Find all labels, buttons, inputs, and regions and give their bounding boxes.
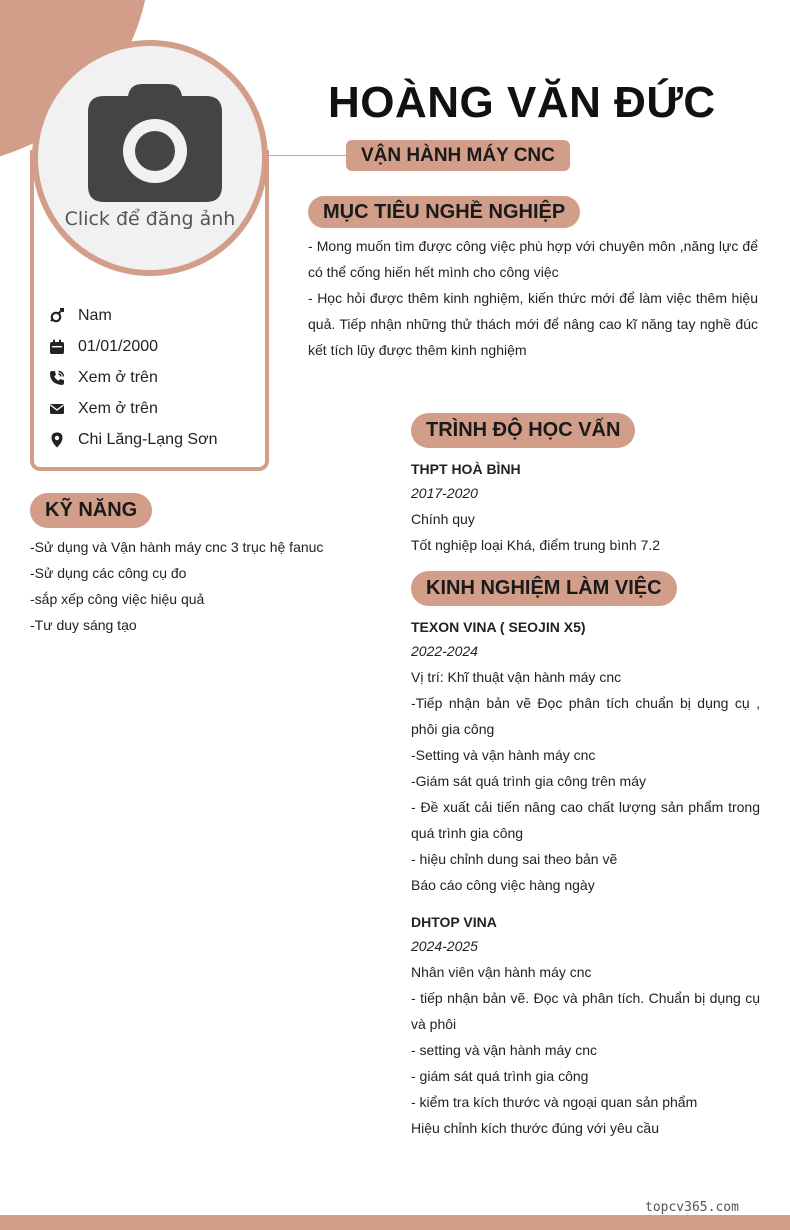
job-detail-line[interactable]: Hiệu chỉnh kích thước đúng với yêu cầu bbox=[411, 1120, 659, 1136]
job-entry bbox=[411, 617, 760, 898]
job-detail-line[interactable]: - setting và vận hành máy cnc bbox=[411, 1042, 597, 1058]
birthdate-value[interactable]: 01/01/2000 bbox=[78, 337, 159, 355]
job-title-badge[interactable]: VẬN HÀNH MÁY CNC bbox=[346, 140, 570, 171]
personal-info-list bbox=[48, 300, 217, 455]
education-section bbox=[411, 459, 760, 558]
skill-item[interactable]: -Sử dụng các công cụ đo bbox=[30, 565, 187, 581]
camera-icon bbox=[88, 84, 222, 202]
company-name[interactable]: DHTOP VINA bbox=[411, 914, 497, 930]
site-watermark: topcv365.com bbox=[645, 1200, 739, 1215]
title-connector-line bbox=[266, 155, 348, 156]
skills-list bbox=[30, 534, 323, 638]
gender-row bbox=[48, 300, 217, 331]
photo-upload-caption: Click để đăng ảnh bbox=[64, 208, 236, 230]
job-detail-line[interactable]: -Tiếp nhận bản vẽ Đọc phân tích chuẩn bị dụng cụ , phôi gia công bbox=[411, 695, 760, 737]
skill-item[interactable]: -Tư duy sáng tạo bbox=[30, 617, 137, 633]
job-period[interactable]: 2024-2025 bbox=[411, 938, 478, 954]
address-value[interactable]: Chi Lăng-Lạng Sơn bbox=[78, 430, 218, 448]
skills-heading[interactable]: KỸ NĂNG bbox=[30, 493, 152, 528]
job-detail-line[interactable]: - kiểm tra kích thước và ngoại quan sản phẩm bbox=[411, 1094, 698, 1110]
job-detail-line[interactable]: -Giám sát quá trình gia công trên máy bbox=[411, 773, 646, 789]
footer-bar bbox=[0, 1215, 790, 1230]
location-pin-icon bbox=[48, 431, 66, 449]
gender-icon bbox=[48, 307, 66, 325]
education-heading[interactable]: TRÌNH ĐỘ HỌC VẤN bbox=[411, 413, 635, 448]
email-value[interactable]: Xem ở trên bbox=[78, 399, 158, 417]
company-name[interactable]: TEXON VINA ( SEOJIN X5) bbox=[411, 619, 586, 635]
mail-icon bbox=[48, 400, 66, 418]
job-period[interactable]: 2022-2024 bbox=[411, 643, 478, 659]
job-detail-line[interactable]: - giám sát quá trình gia công bbox=[411, 1068, 589, 1084]
profile-photo-upload[interactable] bbox=[38, 46, 262, 270]
job-detail-line[interactable]: - tiếp nhận bản vẽ. Đọc và phân tích. Chuẩn bị dụng cụ và phôi bbox=[411, 990, 760, 1032]
phone-value[interactable]: Xem ở trên bbox=[78, 368, 158, 386]
calendar-icon bbox=[48, 338, 66, 356]
candidate-name[interactable]: HOÀNG VĂN ĐỨC bbox=[328, 78, 716, 127]
job-detail-line[interactable]: -Setting và vận hành máy cnc bbox=[411, 747, 596, 763]
phone-row bbox=[48, 362, 217, 393]
email-row bbox=[48, 393, 217, 424]
education-period[interactable]: 2017-2020 bbox=[411, 485, 478, 501]
profile-photo-frame bbox=[32, 40, 268, 276]
phone-icon bbox=[48, 369, 66, 387]
skill-item[interactable]: -Sử dụng và Vận hành máy cnc 3 trục hệ fanuc bbox=[30, 539, 324, 555]
objective-section bbox=[308, 233, 758, 363]
job-detail-line[interactable]: - Đề xuất cải tiến nâng cao chất lượng sản phẩm trong quá trình gia công bbox=[411, 799, 760, 841]
gender-value[interactable]: Nam bbox=[78, 306, 112, 324]
job-detail-line[interactable]: Vị trí: Khĩ thuật vận hành máy cnc bbox=[411, 669, 622, 685]
objective-line[interactable]: - Học hỏi được thêm kinh nghiệm, kiến thức mới để làm việc thêm hiệu quả. Tiếp nhận những thử thách mới để nâng cao kĩ năng tay nghề đúc kết tích lũy được thêm kinh nghiệm bbox=[308, 290, 758, 358]
skill-item[interactable]: -sắp xếp công việc hiệu quả bbox=[30, 591, 205, 607]
job-detail-line[interactable]: Nhân viên vận hành máy cnc bbox=[411, 964, 592, 980]
birthdate-row bbox=[48, 331, 217, 362]
job-detail-line[interactable]: Báo cáo công việc hàng ngày bbox=[411, 877, 595, 893]
education-result[interactable]: Tốt nghiệp loại Khá, điểm trung bình 7.2 bbox=[411, 537, 661, 553]
objective-line[interactable]: - Mong muốn tìm được công việc phù hợp với chuyên môn ,năng lực để có thể cống hiến hết mình cho công việc bbox=[308, 238, 758, 280]
education-type[interactable]: Chính quy bbox=[411, 511, 475, 527]
experience-heading[interactable]: KINH NGHIỆM LÀM VIỆC bbox=[411, 571, 677, 606]
objective-heading[interactable]: MỤC TIÊU NGHỀ NGHIỆP bbox=[308, 196, 580, 228]
school-name[interactable]: THPT HOÀ BÌNH bbox=[411, 461, 521, 477]
address-row bbox=[48, 424, 217, 455]
job-entry bbox=[411, 912, 760, 1141]
job-detail-line[interactable]: - hiệu chỉnh dung sai theo bản vẽ bbox=[411, 851, 618, 867]
